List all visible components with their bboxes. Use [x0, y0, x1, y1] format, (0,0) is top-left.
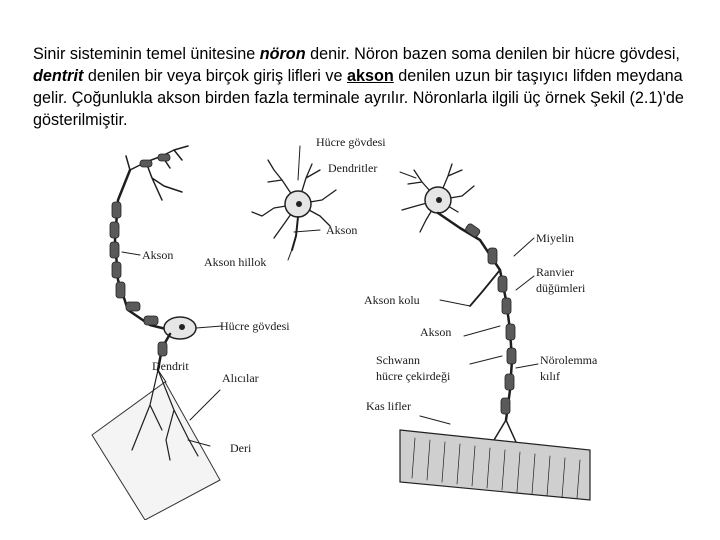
label-left-alicilar: Alıcılar: [222, 371, 259, 385]
label-right-dendritler: Dendritler: [328, 161, 378, 175]
muscle-fiber: [400, 430, 590, 500]
sentence-inputs: denilen bir veya birçok giriş lifleri ve: [83, 67, 347, 86]
label-right-akson: Akson: [420, 325, 452, 339]
description-paragraph: [33, 43, 703, 131]
term-noron: nöron: [259, 45, 306, 64]
label-right-dugumleri: düğümleri: [536, 281, 586, 295]
label-middle-akson: Akson: [326, 223, 358, 237]
label-left-hucre-govdesi: Hücre gövdesi: [220, 319, 290, 333]
middle-neuron: [204, 135, 386, 269]
label-right-norolemma: Nörolemma: [540, 353, 598, 367]
label-left-deri: Deri: [230, 441, 252, 455]
label-right-hucre-cekirdegi: hücre çekirdeği: [376, 369, 451, 383]
neuron-figure: [70, 120, 630, 520]
label-left-akson: Akson: [142, 248, 174, 262]
left-neuron: [92, 146, 290, 520]
label-right-schwann: Schwann: [376, 353, 420, 367]
label-right-kilif: kılıf: [540, 369, 560, 383]
term-akson: akson: [346, 67, 394, 86]
label-right-ranvier: Ranvier: [536, 265, 574, 279]
label-middle-akson-hillok: Akson hillok: [204, 255, 267, 269]
sentence-soma: denir. Nöron bazen soma denilen bir hücre gövdesi,: [305, 45, 680, 64]
sentence-rest: denilen uzun bir taşıyıcı lifden meydana gelir. Çoğunlukla akson birden fazla terminale ayrılır. Nöronlarla ilgili üç örnek Şekil (2.1)'de gösterilmiştir.: [33, 67, 684, 130]
skin-patch: [92, 382, 220, 520]
right-neuron: [328, 161, 598, 500]
term-dentrit: dentrit: [33, 67, 84, 86]
sentence-intro: Sinir sisteminin temel ünitesine: [33, 45, 260, 64]
label-right-akson-kolu: Akson kolu: [364, 293, 420, 307]
label-right-miyelin: Miyelin: [536, 231, 574, 245]
label-right-kas-lifler: Kas lifler: [366, 399, 411, 413]
label-left-dendrit: Dendrit: [152, 359, 189, 373]
label-middle-hucre-govdesi: Hücre gövdesi: [316, 135, 386, 149]
